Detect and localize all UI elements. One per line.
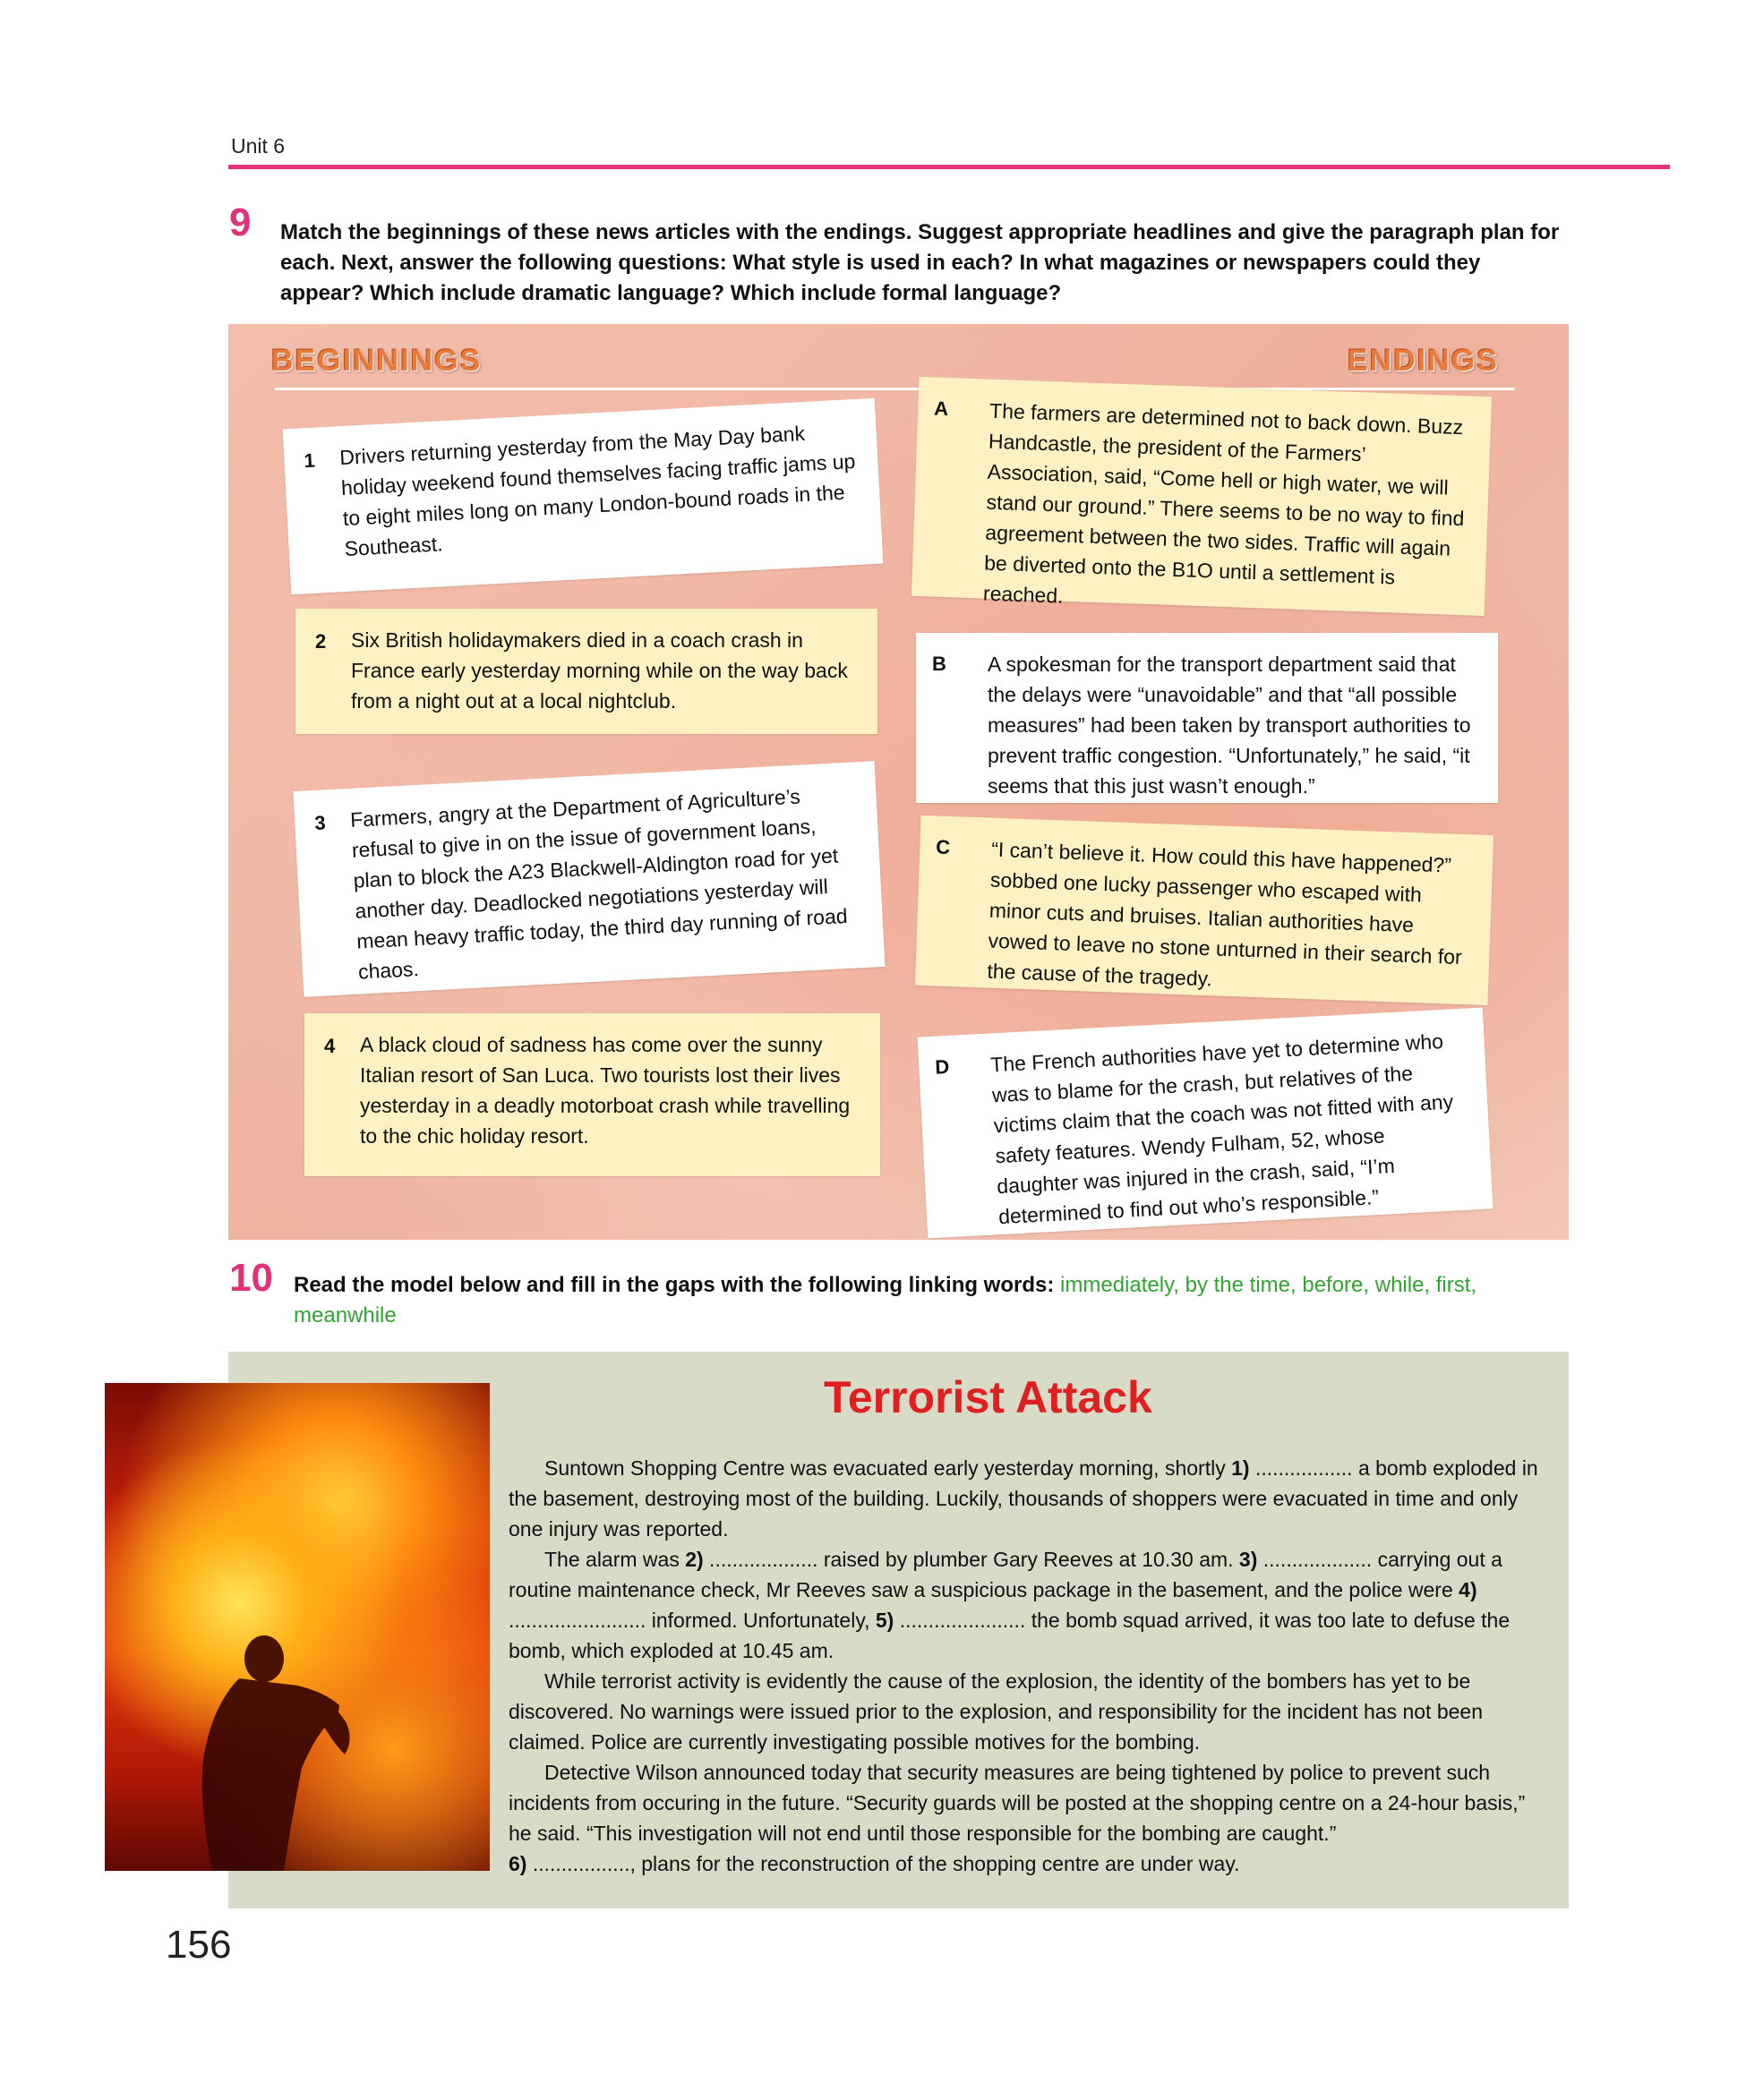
ending-text: A spokesman for the transport department said that the delays were “unavoidable” and that “all possible measures” had been taken by transport authorities to prevent traffic congestion. “Unfortunately,” he said, “it seems that this just wasn’t enough.”	[988, 653, 1471, 798]
article-paragraph: Detective Wilson announced today that security measures are being tightened by police to prevent such incidents from occuring in the future. “Security guards will be posted at the shopping centre on a 24-hour basis,” he said. “This investigation will not end until those responsible for the bombing are caught.”	[509, 1761, 1526, 1845]
matching-panel	[228, 324, 1569, 1240]
beginning-number: 4	[324, 1035, 336, 1057]
beginning-number: 2	[315, 630, 327, 653]
beginning-card	[283, 398, 884, 594]
header-rule	[228, 165, 1670, 169]
exercise-10-instruction	[294, 1270, 1547, 1331]
article-body	[509, 1453, 1541, 1879]
beginning-text: Drivers returning yesterday from the May Day bank holiday weekend found themselves facing traffic jams up to eight miles long on many London-bound roads in the Southeast.	[338, 421, 856, 560]
gap-5: 5)	[875, 1609, 894, 1632]
ending-letter: D	[934, 1054, 950, 1079]
exercise-9-number: 9	[229, 201, 252, 244]
beginning-card	[304, 1013, 880, 1176]
ending-card	[916, 633, 1498, 803]
ending-letter: B	[932, 653, 946, 675]
article-paragraph: The alarm was 2) ................... raised by plumber Gary Reeves at 10.30 am. 3) ................... carrying out a routine maintenance check, Mr Reeves saw a suspicious package in the basement, and the police were 4) ........................ informed. Unfortunately, 5) ...................... the bomb squad arrived, it was too late to defuse the bomb, which exploded at 10.45 am.	[509, 1548, 1511, 1662]
article-paragraph: 6) ................., plans for the reconstruction of the shopping centre are under way.	[509, 1852, 1240, 1875]
ending-card	[915, 815, 1493, 1005]
ending-letter: A	[933, 397, 949, 421]
beginning-number: 3	[313, 811, 327, 834]
ending-card	[911, 377, 1492, 616]
beginning-text: A black cloud of sadness has come over the sunny Italian resort of San Luca. Two tourists lost their lives yesterday in a deadly motorboat crash while travelling to the chic holiday resort.	[360, 1033, 851, 1148]
linking-words: immediately, by the time, before, while, first, meanwhile	[294, 1273, 1477, 1327]
gap-2: 2)	[685, 1548, 704, 1571]
beginning-card	[295, 609, 877, 734]
gap-3: 3)	[1238, 1548, 1258, 1571]
beginning-text: Farmers, angry at the Department of Agriculture’s refusal to give in on the issue of government loans, plan to block the A23 Blackwell-Aldington road for yet another day. Deadlocked negotiations yesterday will mean heavy traffic today, the third day running of road chaos.	[349, 784, 849, 984]
exercise-10-number: 10	[229, 1256, 273, 1300]
article-paragraph: While terrorist activity is evidently the cause of the explosion, the identity of the bombers has yet to be discovered. No warnings were issued prior to the explosion, and responsibility for the incident has not been claimed. Police are currently investigating possible motives for the bombing.	[509, 1669, 1484, 1754]
gap-1: 1)	[1231, 1456, 1250, 1480]
ending-text: The French authorities have yet to determine who was to blame for the crash, but relatives of the victims claim that the coach was not fitted with any safety features. Wendy Fulham, 52, whose daughter was injured in the crash, said, “I’m determined to find out who’s responsible.”	[989, 1029, 1454, 1229]
page-number: 156	[166, 1923, 232, 1967]
article-title: Terrorist Attack	[824, 1372, 1152, 1422]
article-paragraph: Suntown Shopping Centre was evacuated early yesterday morning, shortly 1) ................. a bomb exploded in the basement, destroying most of the building. Luckily, thousands of shoppers were evacuated in time and only one injury was reported.	[509, 1456, 1538, 1541]
gap-6: 6)	[509, 1852, 527, 1875]
beginning-number: 1	[303, 448, 316, 473]
panel-divider	[275, 388, 1515, 390]
exercise-9-instruction: Match the beginnings of these news articles with the endings. Suggest appropriate headlines and give the paragraph plan for each. Next, answer the following questions: What style is used in each? In what magazines or newspapers could they appear? Which include dramatic language? Which include formal language?	[280, 220, 1560, 305]
ending-text: The farmers are determined not to back down. Buzz Handcastle, the president of the Farmers’ Association, said, “Come hell or high water, we will stand our ground.” There seems to be no way to find agreement between the two sides. Traffic will again be diverted onto the B1O until a settlement is reached.	[982, 398, 1465, 608]
explosion-photo	[105, 1383, 490, 1871]
beginnings-label: BEGINNINGS	[271, 344, 483, 378]
ending-text: “I can’t believe it. How could this have happened?” sobbed one lucky passenger who escaped with minor cuts and bruises. Italian authorities have vowed to leave no stone unturned in their search for the cause of the tragedy.	[987, 837, 1463, 991]
unit-label: Unit 6	[231, 134, 286, 158]
silhouette-figure-icon	[105, 1383, 490, 1871]
gap-4: 4)	[1459, 1578, 1477, 1601]
ending-letter: C	[935, 835, 951, 859]
beginning-text: Six British holidaymakers died in a coach crash in France early yesterday morning while on the way back from a night out at a local nightclub.	[351, 628, 848, 713]
endings-label: ENDINGS	[1348, 344, 1499, 378]
exercise-10-instruction-text: Read the model below and fill in the gaps with the following linking words:	[294, 1273, 1055, 1297]
beginning-card	[293, 761, 885, 997]
ending-card	[918, 1008, 1493, 1239]
